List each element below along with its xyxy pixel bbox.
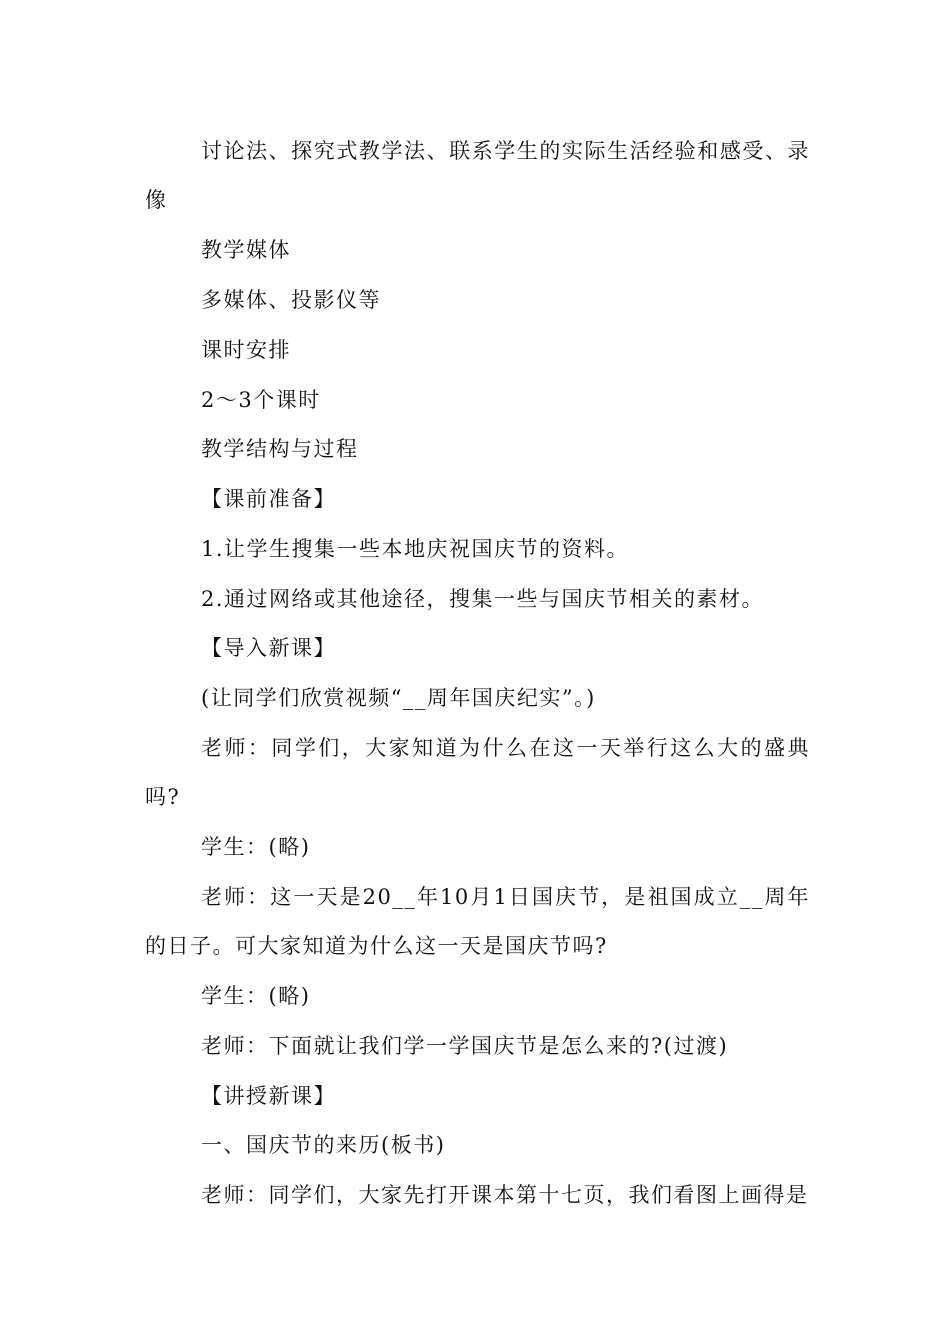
- paragraph-video-note: (让同学们欣赏视频“__周年国庆纪实”。): [201, 686, 596, 710]
- list-item-1: 1.让学生搜集一些本地庆祝国庆节的资料。: [201, 537, 630, 561]
- section-preparation: 【课前准备】: [201, 487, 336, 511]
- paragraph-teacher-explanation: 老师：这一天是20__年10月1日国庆节，是祖国成立__周年的日子。可大家知道为什么这一天是国庆节吗?: [145, 885, 810, 958]
- heading-teaching-media: 教学媒体: [201, 238, 291, 262]
- paragraph-student-reply-1: 学生：(略): [201, 835, 311, 859]
- list-item-2: 2.通过网络或其他途径，搜集一些与国庆节相关的素材。: [201, 587, 765, 611]
- paragraph-teaching-methods: 讨论法、探究式教学法、联系学生的实际生活经验和感受、录像: [145, 139, 810, 212]
- heading-schedule: 课时安排: [201, 338, 291, 362]
- subheading-origin: 一、国庆节的来历(板书): [201, 1133, 446, 1157]
- paragraph-student-reply-2: 学生：(略): [201, 984, 311, 1008]
- section-introduction: 【导入新课】: [201, 636, 336, 660]
- paragraph-media-list: 多媒体、投影仪等: [201, 288, 381, 312]
- paragraph-teacher-transition: 老师：下面就让我们学一学国庆节是怎么来的?(过渡): [201, 1034, 729, 1058]
- paragraph-teacher-instruction: 老师：同学们，大家先打开课本第十七页，我们看图上画得是: [201, 1183, 809, 1207]
- section-new-lesson: 【讲授新课】: [201, 1084, 336, 1108]
- heading-structure: 教学结构与过程: [201, 437, 359, 461]
- paragraph-lesson-count: 2～3个课时: [201, 388, 321, 412]
- paragraph-teacher-question-1: 老师：同学们，大家知道为什么在这一天举行这么大的盛典吗?: [145, 736, 810, 809]
